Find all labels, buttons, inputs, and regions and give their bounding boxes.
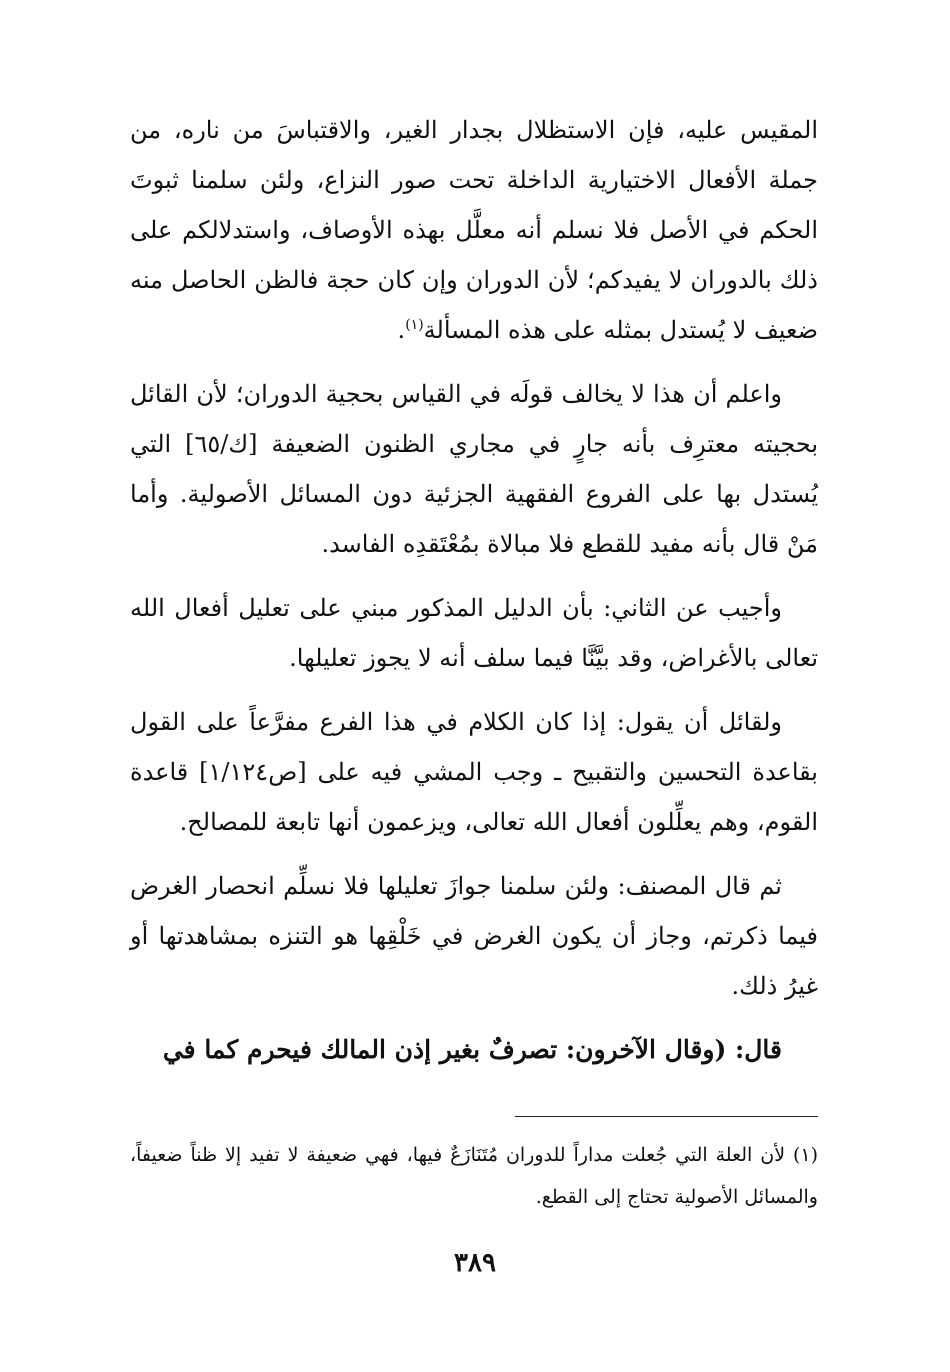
footnote: (١) لأن العلة التي جُعلت مداراً للدوران مُتَنَازَعٌ فيها، فهي ضعيفة لا تفيد إلا ظناً ضعيفاً، والمسائل الأصولية تحتاج إلى القطع. — [130, 1144, 818, 1208]
paragraph-3: وأجيب عن الثاني: بأن الدليل المذكور مبني على تعليل أفعال الله تعالى بالأغراض، وقد بيَّنَّا فيما سلف أنه لا يجوز تعليلها. — [130, 594, 818, 672]
footnote-reference[interactable]: (١) — [405, 317, 424, 333]
paragraph-5: ثم قال المصنف: ولئن سلمنا جوازَ تعليلها فلا نسلِّم انحصار الغرض فيما ذكرتم، وجاز أن يكون الغرض في خَلْقِها هو التنزه بمشاهدتها أو غيرُ ذلك. — [130, 872, 818, 1000]
footnote-separator — [515, 1116, 818, 1117]
main-text — [130, 105, 818, 1089]
paragraph-2: واعلم أن هذا لا يخالف قولَه في القياس بحجية الدوران؛ لأن القائل بحجيته معترِف بأنه جارٍ في مجاري الظنون الضعيفة [ك/٦٥] التي يُستدل بها على الفروع الفقهية الجزئية دون المسائل الأصولية. وأما مَنْ قال بأنه مفيد للقطع فلا مبالاة بمُعْتَقدِه الفاسد. — [130, 380, 819, 558]
paragraph-4: ولقائل أن يقول: إذا كان الكلام في هذا الفرع مفرَّعاً على القول بقاعدة التحسين والتقبيح ـ وجب المشي فيه على [ص١/١٢٤] قاعدة القوم، وهم يعلِّلون أفعال الله تعالى، ويزعمون أنها تابعة للمصالح. — [130, 708, 818, 836]
quoted-text-paragraph: قال: (وقال الآخرون: تصرفٌ بغير إذن المالك فيحرم كما في — [162, 1035, 782, 1064]
paragraph-1: المقيس عليه، فإن الاستظلال بجدار الغير، والاقتباسَ من ناره، من جملة الأفعال الاختيارية الداخلة تحت صور النزاع، ولئن سلمنا ثبوتَ الحكم في الأصل فلا نسلم أنه معلَّل بهذه الأوصاف، واستدلالكم على ذلك بالدوران لا يفيدكم؛ لأن الدوران وإن كان حجة فالظن الحاصل منه ضعيف لا يُستدل بمثله على هذه المسألة$^{(١)}$. — [130, 116, 818, 344]
page-number: ٣٨٩ — [454, 1248, 496, 1278]
paragraph-1-text: المقيس عليه، فإن الاستظلال بجدار الغير، والاقتباسَ من ناره، من جملة الأفعال الاختيارية الداخلة تحت صور النزاع، ولئن سلمنا ثبوتَ الحكم في الأصل فلا نسلم أنه معلَّل بهذه الأوصاف، واستدلالكم على ذلك بالدوران لا يفيدكم؛ لأن الدوران وإن كان حجة فالظن الحاصل منه ضعيف لا يُستدل بمثله على هذه المسألة — [130, 116, 818, 344]
